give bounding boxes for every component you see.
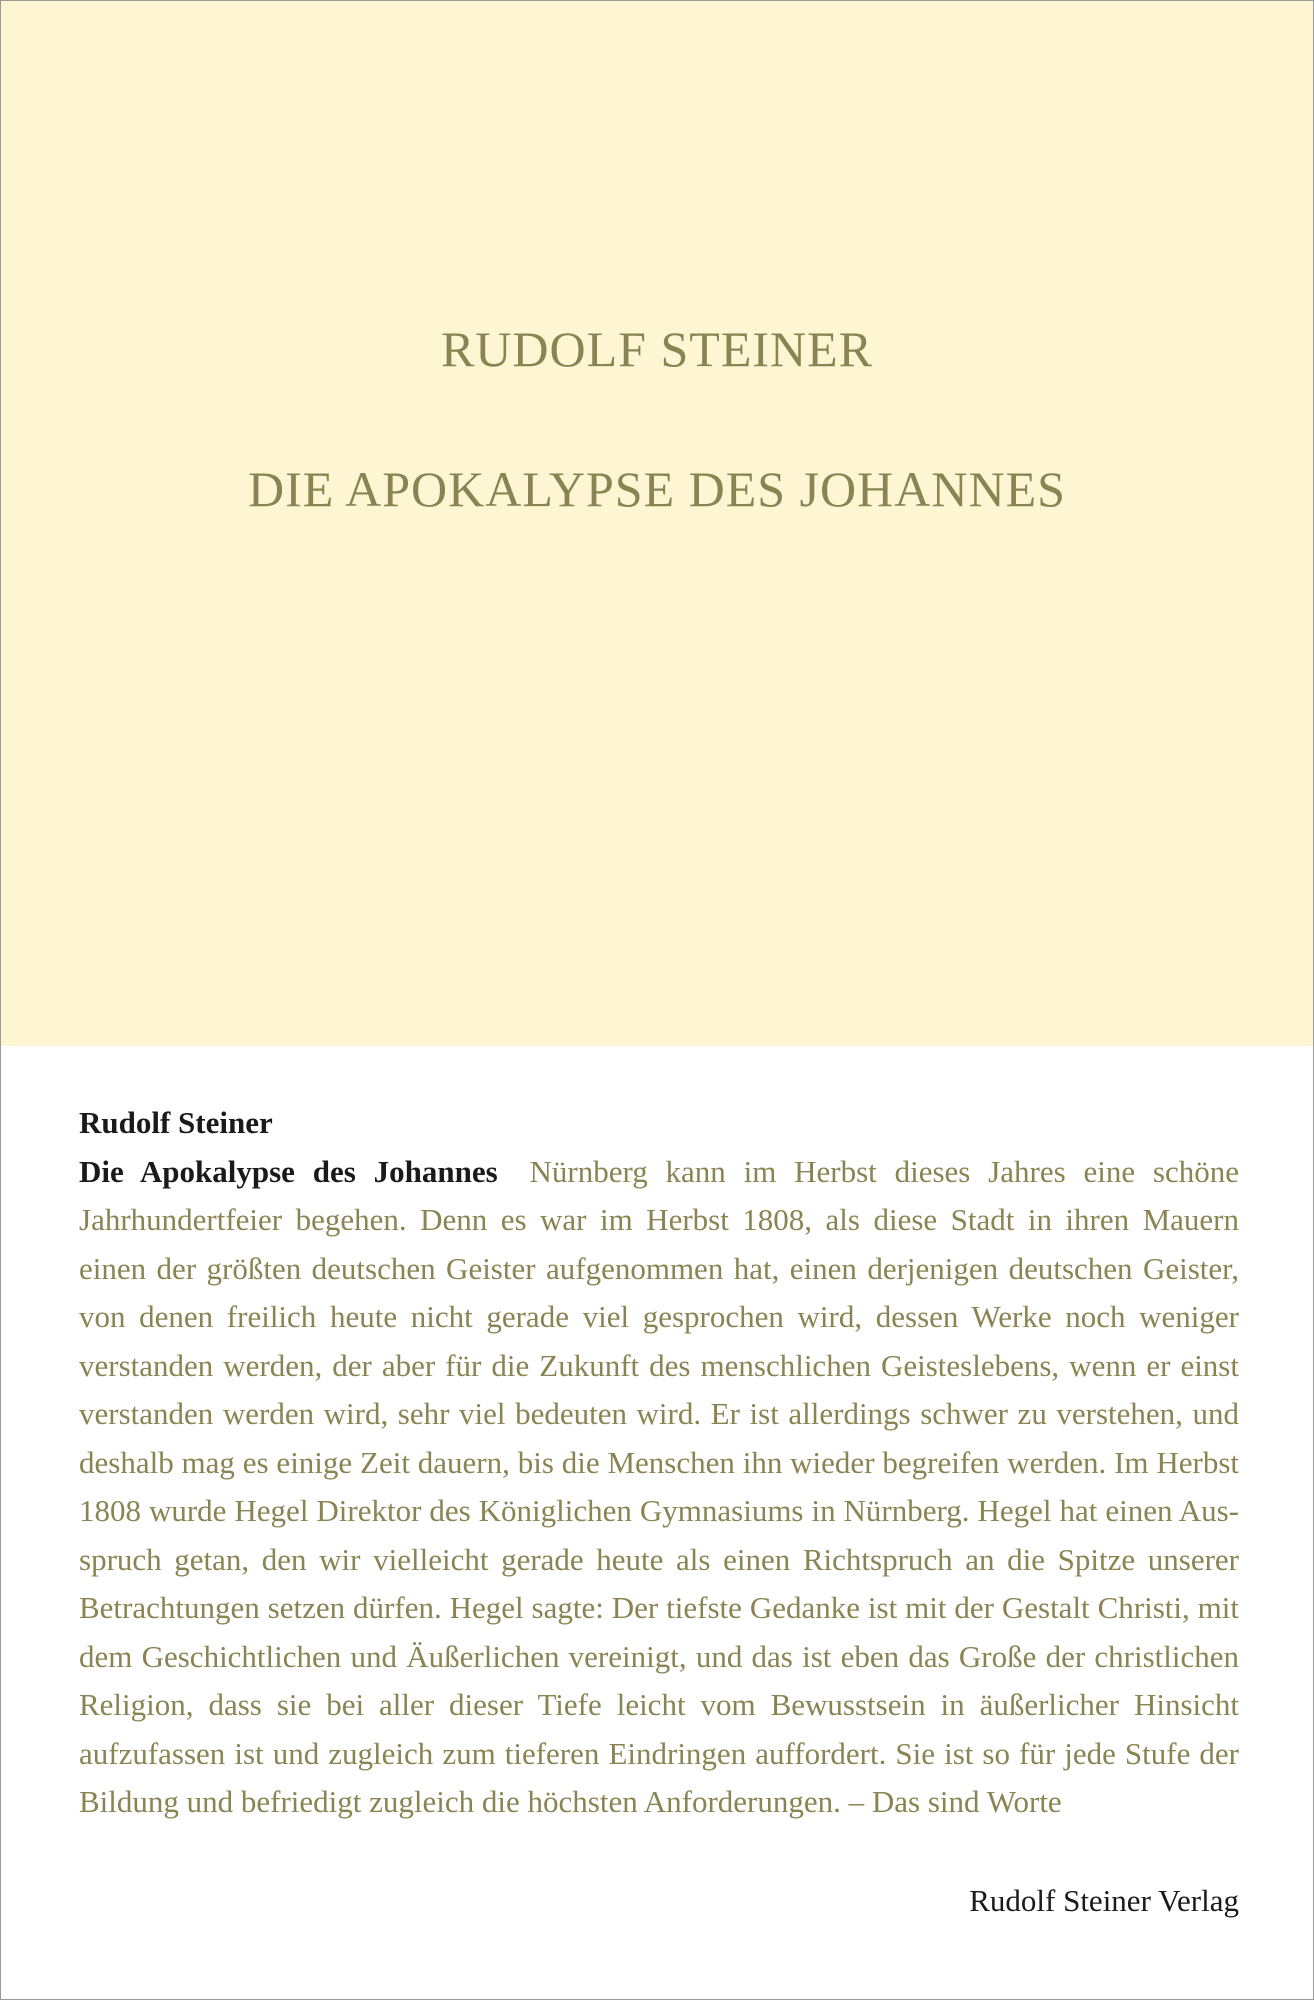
blurb-title: Die Apokalypse des Johannes	[79, 1153, 498, 1189]
blurb-body: Nürnberg kann im Herbst dieses Jahres eine schöne Jahrhundertfeier begehen. Denn es war im Herbst 1808, als diese Stadt in ihren Mauern einen der größten deutschen Geister aufgenommen hat, einen derjenigen deutschen Geister, von denen freilich heute nicht gerade viel gesprochen wird, dessen Werke noch weniger verstanden werden, der aber für die Zukunft des menschlichen Geisteslebens, wenn er einst verstanden werden wird, sehr viel bedeuten wird. Er ist allerdings schwer zu verstehen, und deshalb mag es einige Zeit dauern, bis die Menschen ihn wieder begreifen werden. Im Herbst 1808 wurde Hegel Direktor des Königlichen Gymnasiums in Nürnberg. Hegel hat einen Ausspruch getan, den wir vielleicht gerade heute als einen Richtspruch an die Spitze unserer Betrachtungen setzen dürfen. Hegel sagte: Der tiefste Gedanke ist mit der Gestalt Christi, mit dem Geschichtlichen und Äußerlichen vereinigt, und das ist eben das Große der christlichen Religion, dass sie bei aller dieser Tiefe leicht vom Bewusstsein in äußerlicher Hinsicht aufzufassen ist und zugleich zum tieferen Eindringen auffordert. Sie ist so für jede Stufe der Bildung und befriedigt zugleich die höchsten Anforderungen. – Das sind Worte	[79, 1153, 1239, 1819]
blurb-text	[79, 1099, 1239, 1827]
cover-title-panel	[1, 1, 1313, 1046]
cover-author: RUDOLF STEINER	[440, 321, 874, 377]
cover-title: DIE APOKALYPSE DES JOHANNES	[248, 461, 1066, 517]
blurb-author: Rudolf Steiner	[79, 1105, 273, 1140]
publisher-name: Rudolf Steiner Verlag	[969, 1883, 1239, 1918]
